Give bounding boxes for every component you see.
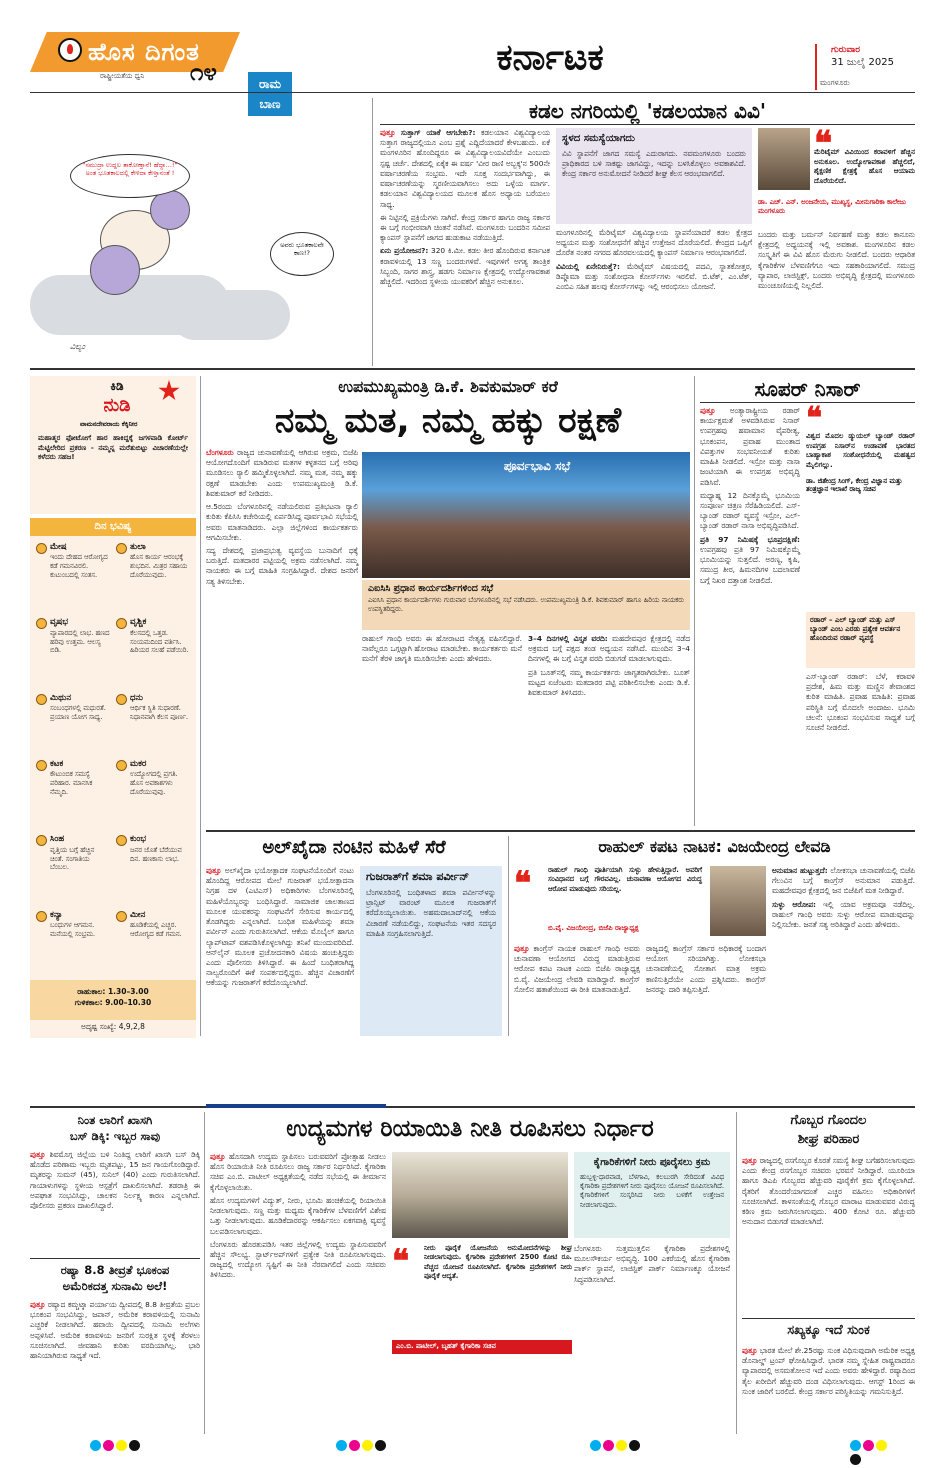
bus-body-text: ಶಿವಮೊಗ್ಗ ಜಿಲ್ಲೆಯ ಬಳಿ ನಿಂತಿದ್ದ ಲಾರಿಗೆ ಖಾಸಗಿ ಬಸ್ ಡಿಕ್ಕಿ ಹೊಡೆದ ಪರಿಣಾಮ ಇಬ್ಬರು ಮೃತಪಟ್ಟು, 15 ಜನ ಗಾಯಗೊಂಡಿದ್ದಾರೆ. ಮೃತರನ್ನು ಸುಮನ್ (45), ಸುನಿಲ್ (40) ಎಂದು ಗುರುತಿಸಲಾಗಿದೆ. ಗಾಯಾಳುಗಳನ್ನು ಸ್ಥಳೀಯ ಆಸ್ಪತ್ರೆಗೆ ದಾಖಲಿಸಲಾಗಿದೆ. ತಡರಾತ್ರಿ ಈ ಅಪಘಾತ ಸಂಭವಿಸಿದ್ದು, ಚಾಲಕನ ನಿರ್ಲಕ್ಷ್ಯ ಕಾರಣ ಎನ್ನಲಾಗಿದೆ. ಪೊಲೀಸರು ಪ್ರಕರಣ ದಾಖಲಿಸಿದ್ದಾರೆ. <box>30 1150 200 1211</box>
gulikakala: ಗುಳಿಕಕಾಲ: 9.00–10.30 <box>74 998 152 1008</box>
sign-text: ಆರ್ಥಿಕ ಸ್ಥಿತಿ ಸುಧಾರಣೆ. ನಿಧಾನವಾಗಿ ಕೆಲಸ ಪೂರ್ಣ. <box>130 704 189 721</box>
sign-text: ಕೌಟುಂಬಿಕ ಸಮಸ್ಯೆ ಪರಿಹಾರ. ಮಾನಸಿಕ ನೆಮ್ಮದಿ. <box>50 770 93 797</box>
nisar-radar-text: ರಡಾರ್ – ಎಲ್ ಬ್ಯಾಂಡ್ ಮತ್ತು ಎಸ್ ಬ್ಯಾಂಡ್ ಎಂಬ ಎರಡು ಪ್ರತ್ಯೇಕ ಆವರ್ತನ ಹೊಂದಿರುವ ರಡಾರ್ ವ್ಯವಸ್ಥೆ <box>810 616 901 643</box>
udyama-body-2: ಹೊಸ ಉದ್ಯಮಗಳಿಗೆ ವಿದ್ಯುತ್, ನೀರು, ಭೂಮಿ ಹಂಚಿಕೆಯಲ್ಲಿ ರಿಯಾಯಿತಿ ನೀಡಲಾಗುವುದು. ಸಣ್ಣ ಮತ್ತು ಮಧ್ಯಮ ಕೈಗಾರಿಕೆಗಳ ಬೆಳವಣಿಗೆಗೆ ವಿಶೇಷ ಒತ್ತು ನೀಡಲಾಗುವುದು. ಹೂಡಿಕೆದಾರರನ್ನು ಆಕರ್ಷಿಸಲು ಏಕಗವಾಕ್ಷಿ ವ್ಯವಸ್ಥೆ ಬಲಪಡಿಸಲಾಗುವುದು. <box>210 1195 386 1236</box>
nisar-body-3: ಉಪಗ್ರಹವು ಪ್ರತಿ 97 ನಿಮಿಷಕ್ಕೊಮ್ಮೆ ಭೂಮಿಯನ್ನು ಸುತ್ತಲಿದೆ. ಅರಣ್ಯ, ಕೃಷಿ, ಸಮುದ್ರ ತೀರ, ಹಿಮನದಿಗಳ ಬದಲಾವಣೆ ಬಗ್ಗೆ ನಿಖರ ದತ್ತಾಂಶ ನೀಡಲಿದೆ. <box>700 544 800 585</box>
sign-name: ತುಲಾ <box>130 542 146 552</box>
alqaeda-body: ಅಲ್‌ಖೈದಾ ಭಯೋತ್ಪಾದಕ ಸಂಘಟನೆಯೊಂದಿಗೆ ನಂಟು ಹೊಂದಿದ್ದ ಆರೋಪದ ಮೇಲೆ ಗುಜರಾತ್ ಭಯೋತ್ಪಾದನಾ ನಿಗ್ರಹ ದಳ (ಎಟಿಎಸ್) ಅಧಿಕಾರಿಗಳು ಬೆಂಗಳೂರಿನಲ್ಲಿ ಮಹಿಳೆಯೊಬ್ಬರನ್ನು ಬಂಧಿಸಿದ್ದಾರೆ. ಸಾಮಾಜಿಕ ಜಾಲತಾಣದ ಮೂಲಕ ಯುವಕರನ್ನು ಸಂಘಟನೆಗೆ ಸೇರಿಸುವ ಕಾರ್ಯದಲ್ಲಿ ತೊಡಗಿದ್ದರು ಎನ್ನಲಾಗಿದೆ. ಬಂಧಿತ ಮಹಿಳೆಯನ್ನು ಶಮಾ ಪರ್ವೀನ್ ಎಂದು ಗುರುತಿಸಲಾಗಿದೆ. ಆಕೆಯ ಮೊಬೈಲ್ ಹಾಗೂ ಲ್ಯಾಪ್‌ಟಾಪ್ ವಶಪಡಿಸಿಕೊಳ್ಳಲಾಗಿದ್ದು ತನಿಖೆ ಮುಂದುವರಿದಿದೆ. ಆನ್‌ಲೈನ್ ಮೂಲಕ ಪ್ರಚೋದನಕಾರಿ ವಿಷಯ ಹಂಚುತ್ತಿದ್ದರು ಎಂದು ಪೊಲೀಸರು ತಿಳಿಸಿದ್ದಾರೆ. ಈ ಹಿಂದೆ ಬಂಧಿತರಾಗಿದ್ದ ನಾಲ್ವರೊಂದಿಗೆ ಈಕೆ ಸಂಪರ್ಕದಲ್ಲಿದ್ದರು. ಹೆಚ್ಚಿನ ವಿಚಾರಣೆಗೆ ಆಕೆಯನ್ನು ಗುಜರಾತ್‌ಗೆ ಕರೆದೊಯ್ಯಲಾಗಿದೆ. <box>206 866 354 988</box>
rahul-column-2 <box>646 944 766 1036</box>
quote-icon: ❝ <box>806 401 823 436</box>
sign-text: ಸಂಬಂಧಗಳಲ್ಲಿ ಮಧುರತೆ. ಪ್ರಯಾಣ ಯೋಗ ಸಾಧ್ಯ. <box>50 704 106 721</box>
zodiac-icon <box>116 835 127 846</box>
sign-name: ವೃಶ್ಚಿಕ <box>130 617 147 628</box>
horoscope-sign <box>36 910 110 972</box>
nisar-quote-author: ಡಾ. ಜಿತೇಂದ್ರ ಸಿಂಗ್, ಕೇಂದ್ರ ವಿಜ್ಞಾನ ಮತ್ತು ತಂತ್ರಜ್ಞಾನ ಇಲಾಖೆ ರಾಜ್ಯ ಸಚಿವ <box>806 476 903 494</box>
dkshi-column-3 <box>528 634 690 826</box>
kidi-nudi-box <box>30 376 196 514</box>
zodiac-icon <box>36 543 47 554</box>
sakhya-headline: ಸಖ್ಯಕ್ಕೂ ಇದೆ ಸುಂಕ <box>787 1323 870 1338</box>
speech-bubble-2-text: ಅವರು ಭೂತಕಾಲವೇ ಕಾಣ!? <box>280 241 324 258</box>
dkshi-dateline: ಬೆಂಗಳೂರು <box>206 448 234 457</box>
alqaeda-inset-title: ಗುಜರಾತ್‌ಗೆ ಶಮಾ ಪರ್ವೀನ್ <box>366 870 470 883</box>
sign-text: ಹೊಸ ಕಾರ್ಯ ಆರಂಭಕ್ಕೆ ಶುಭದಿನ. ಮಿತ್ರರ ಸಹಾಯ ದೊರೆಯುವುದು. <box>130 553 188 580</box>
zodiac-icon <box>116 618 127 629</box>
nisar-quote: ವಿಶ್ವದ ಮೊದಲ ಡ್ಯುಯಲ್ ಬ್ಯಾಂಡ್ ರಡಾರ್ ಉಪಗ್ರಹ ನಿಸಾರ್‌ನ ಉಡಾವಣೆ ಭಾರತದ ಬಾಹ್ಯಾಕಾಶ ಸಂಶೋಧನೆಯಲ್ಲಿ ಮಹತ್ವದ ಮೈಲಿಗಲ್ಲು. <box>806 432 915 469</box>
edition-number: ೧೪ <box>190 57 217 86</box>
kadala-inset <box>556 128 752 224</box>
kadala-quote: ಮೆರಿಟೈಮ್ ವಿವಿಯಿಂದ ಕರಾವಳಿಗೆ ಹೆಚ್ಚಿನ ಅನುಕೂಲ. ಉದ್ಯೋಗಾವಕಾಶ ಹೆಚ್ಚಲಿದೆ, ಶೈಕ್ಷಣಿಕ ಕ್ಷೇತ್ರಕ್ಕೆ ಹೊಸ ಆಯಾಮ ದೊರೆಯಲಿದೆ. <box>814 148 915 185</box>
bus-headline <box>30 1112 200 1146</box>
zodiac-icon <box>36 835 47 846</box>
city: ಮಂಗಳೂರು <box>820 78 850 87</box>
udyama-column-2 <box>392 1358 568 1432</box>
kidi-nudi-title <box>82 378 152 422</box>
bus-headline-2: ಬಸ್ ಡಿಕ್ಕಿ: ಇಬ್ಬರ ಸಾವು <box>69 1129 161 1144</box>
weekday: ಗುರುವಾರ <box>831 45 861 55</box>
cartoon <box>30 120 368 358</box>
kadala-column-2 <box>556 228 752 363</box>
nisar-column-2: ಎಸ್-ಬ್ಯಾಂಡ್ ರಡಾರ್: ಬೆಳೆ, ಕರಾವಳಿ ಪ್ರದೇಶ, ಹಿಮ ಮತ್ತು ಮಣ್ಣಿನ ತೇವಾಂಶದ ಕುರಿತ ಮಾಹಿತಿ. ಪ್ರವಾಹ ಮಾಹಿತಿ: ಪ್ರವಾಹ ಪರಿಸ್ಥಿತಿ ಬಗ್ಗೆ ಮೊದಲೇ ಅಂದಾಜು. ಭೂಮಿ ಚಲನೆ: ಭೂಕಂಪ ಸಂಭವಿಸುವ ಸಾಧ್ಯತೆ ಬಗ್ಗೆ ಸೂಚನೆ ನೀಡಲಿದೆ. <box>806 672 915 733</box>
gobbar-dateline: ಪುತ್ತೂ <box>742 1156 758 1165</box>
sign-name: ವೃಷಭ <box>50 617 69 628</box>
gobbar-body <box>742 1156 915 1314</box>
rahul-dateline: ಪುತ್ತೂ <box>514 944 530 953</box>
zodiac-icon <box>36 911 47 922</box>
udyama-quote-box <box>392 1244 572 1336</box>
udyama-photo <box>392 1152 568 1238</box>
kidi-body: ಮಹಾತ್ಮರ ಫೋಟೋಗೆ ಹಾರ ಹಾಕಿದ್ದಕ್ಕೆ ಜಗಳವಾಡಿ ಕೋರ್ಟ್ ಮೆಟ್ಟಿಲೇರಿದ ಪ್ರಕರಣ - ನಮ್ಮನ್ನ ಮರೆತುಬಿಟ್ಟು ವಿಚಾರಣೆಯಲ್ಲೇ ಕಳೆದರು ಸಹಜ! <box>38 434 188 462</box>
kadala-headline: ಕಡಲ ನಗರಿಯಲ್ಲಿ 'ಕಡಲಯಾನ ವಿವಿ' <box>529 99 766 123</box>
bus-body <box>30 1150 200 1256</box>
udyama-column-1 <box>210 1152 386 1432</box>
kadala-quote-box <box>758 124 915 226</box>
kadala-body-2: ಈ ನಿಟ್ಟಿನಲ್ಲಿ ಪ್ರಕ್ರಿಯೆಗಳು ಸಾಗಿವೆ. ಕೇಂದ್ರ ಸರ್ಕಾರ ಹಾಗೂ ರಾಜ್ಯ ಸರ್ಕಾರ ಈ ಬಗ್ಗೆ ಗಂಭೀರವಾಗಿ ಚಿಂತನೆ ನಡೆಸಿವೆ. ಮಂಗಳೂರು ಬಂದರಿನ ಸಮೀಪ ಕ್ಯಾಂಪಸ್ ಸ್ಥಾಪನೆಗೆ ಜಾಗದ ಹುಡುಕಾಟ ನಡೆಯುತ್ತಿದೆ. <box>380 212 550 243</box>
cartoonist-signature: ವಿಲ್ಯಂ <box>70 342 85 351</box>
speech-bubble-2 <box>270 232 334 276</box>
russia-headline <box>30 1262 200 1296</box>
rahul-body-3: ಲೋಕಸಭಾ ಚುನಾವಣೆಯಲ್ಲಿ ಬಿಜೆಪಿ ಗೆಲುವಿನ ಬಗ್ಗೆ ಕಾಂಗ್ರೆಸ್ ಅನುಮಾನ ಪಡುತ್ತಿದೆ. ಮಹದೇವಪುರ ಕ್ಷೇತ್ರದಲ್ಲಿ ಜನ ಬಿಜೆಪಿಗೆ ಮತ ನೀಡಿದ್ದಾರೆ. <box>772 866 915 896</box>
alqaeda-inset <box>360 866 502 1036</box>
dkshi-caption-text: ಎಐಸಿಸಿ ಪ್ರಧಾನ ಕಾರ್ಯದರ್ಶಿಗಳು ಗುರುವಾರ ಬೆಂಗಳೂರಿನಲ್ಲಿ ಸಭೆ ನಡೆಸಿದರು. ಉಪಮುಖ್ಯಮಂತ್ರಿ ಡಿ.ಕೆ. ಶಿವಕುಮಾರ್ ಹಾಗೂ ಹಿರಿಯ ನಾಯಕರು ಉಪಸ್ಥಿತರಿದ್ದರು. <box>368 595 684 614</box>
nisar-body-2: ಮಧ್ಯಾಹ್ನ 12 ದಿನಕ್ಕೊಮ್ಮೆ ಭೂಮಿಯ ಸಂಪೂರ್ಣ ಚಿತ್ರಣ ಸೆರೆಹಿಡಿಯಲಿದೆ. ಎಸ್-ಬ್ಯಾಂಡ್ ರಡಾರ್ ವ್ಯವಸ್ಥೆ ಇಸ್ರೋ, ಎಲ್-ಬ್ಯಾಂಡ್ ರಡಾರ್ ನಾಸಾ ಅಭಿವೃದ್ಧಿಪಡಿಸಿದೆ. <box>700 490 800 531</box>
logo-lamp-icon <box>58 38 82 62</box>
sign-name: ಕುಂಭ <box>130 834 147 845</box>
gobbar-body-text: ರಾಜ್ಯದಲ್ಲಿ ರಸಗೊಬ್ಬರ ಕೊರತೆ ಸಮಸ್ಯೆ ಶೀಘ್ರ ಬಗೆಹರಿಸಲಾಗುವುದು ಎಂದು ಕೇಂದ್ರ ರಸಗೊಬ್ಬರ ಸಚಿವರು ಭರವಸೆ ನೀಡಿದ್ದಾರೆ. ಯೂರಿಯಾ ಹಾಗೂ ಡಿಎಪಿ ಗೊಬ್ಬರದ ಹೆಚ್ಚುವರಿ ಪೂರೈಕೆಗೆ ಕ್ರಮ ಕೈಗೊಳ್ಳಲಾಗಿದೆ. ರೈತರಿಗೆ ತೊಂದರೆಯಾಗದಂತೆ ಎಚ್ಚರ ವಹಿಸಲು ಅಧಿಕಾರಿಗಳಿಗೆ ಸೂಚಿಸಲಾಗಿದೆ. ಕಾಳಸಂತೆಯಲ್ಲಿ ಗೊಬ್ಬರ ಮಾರಾಟ ಮಾಡುವವರ ವಿರುದ್ಧ ಕಠಿಣ ಕ್ರಮ ಜರುಗಿಸಲಾಗುವುದು. 400 ಕೋಟಿ ರೂ. ಹೆಚ್ಚುವರಿ ಅನುದಾನ ಬಿಡುಗಡೆ ಮಾಡಲಾಗಿದೆ. <box>742 1156 915 1227</box>
nisar-sub-1: ಪ್ರತಿ 97 ನಿಮಿಷಕ್ಕೆ ಭೂಪ್ರದಕ್ಷಿಣೆ: <box>700 534 800 544</box>
horoscope-sign <box>36 542 110 613</box>
kidi-byline: ವಾಮನದೇವರಾಯ ಕೆಕ್ಕಿನೀರ <box>80 420 138 428</box>
dkshi-body-5: ಮಹದೇವಪುರ ಕ್ಷೇತ್ರದಲ್ಲಿ ನಡೆದ ಅಕ್ರಮದ ಬಗ್ಗೆ ಪಕ್ಷದ ತಂಡ ಅಧ್ಯಯನ ನಡೆಸಿದೆ. ಮುಂದಿನ 3–4 ದಿನಗಳಲ್ಲಿ ಈ ಬಗ್ಗೆ ವಿಸ್ತೃತ ವರದಿ ಬಿಡುಗಡೆ ಮಾಡಲಾಗುವುದು. <box>528 634 690 664</box>
sign-text: ಬಂಧುಗಳ ಆಗಮನ. ಮನೆಯಲ್ಲಿ ಸಂಭ್ರಮ. <box>50 921 96 938</box>
zodiac-icon <box>116 694 127 705</box>
kadala-sub-1: ಏನು ಪ್ರಯೋಜನ?: <box>380 246 429 256</box>
rahul-column-3 <box>772 866 915 1036</box>
horoscope-sign <box>116 759 190 830</box>
kadala-body-3: 320 ಕಿ.ಮೀ. ಕಡಲ ತೀರ ಹೊಂದಿರುವ ಕರ್ನಾಟಕ ಕರಾವಳಿಯಲ್ಲಿ 13 ಸಣ್ಣ ಬಂದರುಗಳಿವೆ. ಇವುಗಳಿಗೆ ಅಗತ್ಯ ತಾಂತ್ರಿಕ ಸಿಬ್ಬಂದಿ, ಸಾಗರ ಶಾಸ್ತ್ರ, ಹಡಗು ನಿರ್ಮಾಣ ಕ್ಷೇತ್ರದಲ್ಲಿ ಉದ್ಯೋಗಾವಕಾಶ ಹೆಚ್ಚಲಿದೆ. ಇದರಿಂದ ಸ್ಥಳೀಯ ಯುವಕರಿಗೆ ಹೆಚ್ಚಿನ ಅನುಕೂಲ. <box>380 246 550 287</box>
rahul-body-2: ರಾಜ್ಯದಲ್ಲಿ ಕಾಂಗ್ರೆಸ್ ಸರ್ಕಾರ ಅಧಿಕಾರಕ್ಕೆ ಬಂದಾಗ ಆಯೋಗ ಸರಿಯಾಗಿತ್ತು. ಲೋಕಸಭಾ ಚುನಾವಣೆಯಲ್ಲಿ ಸೋತಾಗ ಮಾತ್ರ ಅಕ್ರಮ ಕಾಣಿಸುತ್ತಿದೆಯೇ ಎಂದು ಪ್ರಶ್ನಿಸಿದರು. ಕಾಂಗ್ರೆಸ್ ಜನರನ್ನು ದಾರಿ ತಪ್ಪಿಸುತ್ತಿದೆ. <box>646 944 766 994</box>
rahul-sub-1: ಅನುಮಾನ ಹುಟ್ಟುತ್ತದೆ: <box>772 866 828 875</box>
horoscope-grid <box>30 536 196 976</box>
horoscope-sign <box>36 759 110 830</box>
horoscope <box>30 518 196 1038</box>
rama-bana-tab <box>248 72 292 116</box>
kadala-column-3: ಬಂದರು ಮತ್ತು ಬರ್ಮನ್ ನಿರ್ವಹಣೆ ಮತ್ತು ಕಡಲ ಕಾನೂನು ಕ್ಷೇತ್ರದಲ್ಲಿ ಅಧ್ಯಯನಕ್ಕೆ ಇಲ್ಲಿ ಅವಕಾಶ. ಮಂಗಳೂರಿನ ಕಡಲ ಸಂಸ್ಕೃತಿಗೆ ಈ ವಿವಿ ಹೊಸ ಮೆರುಗು ನೀಡಲಿದೆ. ಬಂದರು ಆಧಾರಿತ ಕೈಗಾರಿಕೆಗಳ ಬೆಳವಣಿಗೆಗೂ ಇದು ಸಹಕಾರಿಯಾಗಲಿದೆ. ಸಮುದ್ರ ವ್ಯಾಪಾರ, ಲಾಜಿಸ್ಟಿಕ್ಸ್, ಬಂದರು ಅಭಿವೃದ್ಧಿ ಕ್ಷೇತ್ರದಲ್ಲಿ ಮಂಗಳೂರು ಮುಂಚೂಣಿಯಲ್ಲಿ ನಿಲ್ಲಲಿದೆ. <box>758 230 915 291</box>
rahul-sub-2: ಸುಳ್ಳು ಆರೋಪ: <box>772 899 816 909</box>
quote-icon: ❝ <box>514 864 532 902</box>
date: 31 ಜುಲೈ 2025 <box>831 57 894 69</box>
nisar-dateline: ಪುತ್ತೂ <box>700 406 716 415</box>
rahul-photo <box>710 866 766 936</box>
alqaeda-column-1 <box>206 866 354 1036</box>
rahul-body-4: ಇಲ್ಲಿ ಯಾವ ಅಕ್ರಮವೂ ನಡೆದಿಲ್ಲ. ರಾಹುಲ್ ಗಾಂಧಿ ಅವರು ಸುಳ್ಳು ಆರೋಪ ಮಾಡುವುದನ್ನು ನಿಲ್ಲಿಸಬೇಕು. ಜನತೆ ಸತ್ಯ ಅರಿತಿದ್ದಾರೆ ಎಂದು ಹೇಳಿದರು. <box>772 899 916 930</box>
section-title: ಕರ್ನಾಟಕ <box>496 37 604 78</box>
sign-text: ವ್ಯಾಪಾರದಲ್ಲಿ ಲಾಭ. ಹಣದ ಹರಿವು ಉತ್ತಮ. ಆಲಸ್ಯ ಬಿಡಿ. <box>50 628 110 655</box>
dkshi-body-2: ಆ.5ರಂದು ಬೆಂಗಳೂರಿನಲ್ಲಿ ನಡೆಯಲಿರುವ ಪ್ರತಿಭಟನಾ ರ‍್ಯಾಲಿ ಕುರಿತು ಕೆಪಿಸಿಸಿ ಕಚೇರಿಯಲ್ಲಿ ಏರ್ಪಡಿಸಿದ್ದ ಪೂರ್ವಭಾವಿ ಸಭೆಯಲ್ಲಿ ಅವರು ಮಾತನಾಡಿದರು. ಎಲ್ಲಾ ಜಿಲ್ಲೆಗಳಿಂದ ಕಾರ್ಯಕರ್ತರು ಆಗಮಿಸಬೇಕು. <box>206 502 358 542</box>
zodiac-icon <box>36 694 47 705</box>
horoscope-sign <box>116 834 190 905</box>
kadala-inset-title: ಸ್ಥಳದ ಸಮಸ್ಯೆಯಾಗದು <box>562 133 635 144</box>
sign-text: ಜನರ ಜೊತೆ ಬೆರೆಯುವ ದಿನ. ಹಣಕಾಸು ಲಾಭ. <box>130 845 182 863</box>
blue-divider <box>206 1104 386 1108</box>
zodiac-icon <box>116 911 127 922</box>
kadala-body-1: ಕಡಲಯಾನ ವಿಶ್ವವಿದ್ಯಾಲಯ ಸುತ್ತಾಗ ರಾಜ್ಯದಲ್ಲಿಯೂ ಎಂಬ ಪ್ರಶ್ನೆ ಎದ್ದಿದೆಯಾದರೆ ಕೇಳಬಹುದು. ಏಕೆ ಮಂಗಳೂರಿನ ಹೊಂದಿದ್ದರೂ ಈ ವಿಶ್ವವಿದ್ಯಾಲಯವಿದೆಯೇ ಎಂಬುದು ಸ್ಪಷ್ಟ ಚರ್ಚೆ. ದೇಶದಲ್ಲಿ ಏಕೈಕ ಈ ವರ್ಷ 'ವೀರ ರಾಣಿ ಅಬ್ಬಕ್ಕ'ನ 500ನೇ ವರ್ಷಾಚರಣೆಯ ಸಂಭ್ರಮ. ಇದೇ ಸೂಕ್ತ ಸಂದರ್ಭವಾಗಿದ್ದು, ಈ ವರ್ಷಾಚರಣೆಯನ್ನು ಸ್ಮರಣೀಯವಾಗಿಸಲು ಅದು ಒಳ್ಳೆಯ ಮಾರ್ಗ. ಕಡಲಯಾನ ವಿಶ್ವವಿದ್ಯಾಲಯದ ಮೂಲಕ ಹೊಸ ಅಧ್ಯಾಯ ಬರೆಯಲು ಸಾಧ್ಯ. <box>380 128 550 209</box>
dkshi-column-1 <box>206 448 358 826</box>
nisar-body-1: ಅಂತ್ಯಾರಾಷ್ಟ್ರೀಯ ರಡಾರ್ ಕಾರ್ಯಕ್ಷಮತೆ ಅಳವಡಿಸಿರುವ ನಿಸಾರ್ ಉಪಗ್ರಹವು ಹವಾಮಾನ ವೈಪರೀತ್ಯ, ಭೂಕಂಪನ, ಪ್ರವಾಹ ಮುಂತಾದ ವಿಪತ್ತುಗಳ ಸಂಭವನೀಯತೆ ಕುರಿತು ಮಾಹಿತಿ ನೀಡಲಿದೆ. ಇಸ್ರೋ ಮತ್ತು ನಾಸಾ ಜಂಟಿಯಾಗಿ ಈ ಉಪಗ್ರಹ ಅಭಿವೃದ್ಧಿ ಪಡಿಸಿವೆ. <box>700 406 800 487</box>
bus-dateline: ಪುತ್ತೂ <box>30 1150 46 1159</box>
logo-tagline: ರಾಷ್ಟ್ರೀಯತೆಯ ಧ್ವನಿ <box>100 72 145 80</box>
kadala-column-1 <box>380 128 550 363</box>
author-photo <box>758 128 810 190</box>
dkshi-body-4: ರಾಹುಲ್ ಗಾಂಧಿ ಅವರು ಈ ಹೋರಾಟದ ನೇತೃತ್ವ ವಹಿಸಲಿದ್ದಾರೆ. ನಾವೆಲ್ಲರೂ ಒಗ್ಗಟ್ಟಾಗಿ ಹೋರಾಟ ಮಾಡಬೇಕು. ಕಾರ್ಯಕರ್ತರು ಮನೆ ಮನೆಗೆ ತೆರಳಿ ಜಾಗೃತಿ ಮೂಡಿಸಬೇಕು ಎಂದು ಹೇಳಿದರು. <box>362 634 522 664</box>
gobbar-headline <box>742 1112 915 1152</box>
dkshi-kicker: ಉಪಮುಖ್ಯಮಂತ್ರಿ ಡಿ.ಕೆ. ಶಿವಕುಮಾರ್ ಕರೆ <box>338 377 558 396</box>
udyama-body-3: ಬೆಂಗಳೂರು ಹೊರತುಪಡಿಸಿ ಇತರ ಜಿಲ್ಲೆಗಳಲ್ಲಿ ಉದ್ಯಮ ಸ್ಥಾಪಿಸುವವರಿಗೆ ಹೆಚ್ಚಿನ ಸೌಲಭ್ಯ. ಸ್ಟಾರ್ಟ್‌ಅಪ್‌ಗಳಿಗೆ ಪ್ರತ್ಯೇಕ ನೀತಿ ರೂಪಿಸಲಾಗುವುದು. ರಾಜ್ಯದಲ್ಲಿ ಉದ್ಯೋಗ ಸೃಷ್ಟಿಗೆ ಈ ನೀತಿ ನೆರವಾಗಲಿದೆ ಎಂದು ಸಚಿವರು ತಿಳಿಸಿದರು. <box>210 1239 386 1280</box>
udyama-column-3: ಬೆಂಗಳೂರು ಸುತ್ತಮುತ್ತಲಿನ ಕೈಗಾರಿಕಾ ಪ್ರದೇಶಗಳಲ್ಲಿ ಮೂಲಸೌಕರ್ಯ ಅಭಿವೃದ್ಧಿ. 100 ಎಕರೆಯಲ್ಲಿ ಹೊಸ ಕೈಗಾರಿಕಾ ಪಾರ್ಕ್ ಸ್ಥಾಪನೆ, ಲಾಜಿಸ್ಟಿಕ್ ಪಾರ್ಕ್ ನಿರ್ಮಾಣಕ್ಕೂ ಯೋಜನೆ ಸಿದ್ಧಪಡಿಸಲಾಗಿದೆ. <box>574 1244 730 1284</box>
horoscope-sign <box>116 617 190 688</box>
sign-text: ವೃತ್ತಿಯ ಬಗ್ಗೆ ಹೆಚ್ಚಿನ ಚಿಂತೆ. ಸಂಗಾತಿಯ ಬೆಂಬಲ. <box>50 845 95 872</box>
nisar-quote-box <box>806 401 915 606</box>
sign-text: ಉದ್ಯೋಗದಲ್ಲಿ ಪ್ರಗತಿ. ಹೊಸ ಅವಕಾಶಗಳು ದೊರೆಯುವುವು. <box>130 770 178 797</box>
bus-headline-1: ನಿಂತ ಲಾರಿಗೆ ಖಾಸಗಿ <box>77 1113 153 1127</box>
nisar-column-1 <box>700 406 800 826</box>
dkshi-body-1: ರಾಜ್ಯದ ಚುನಾವಣೆಯಲ್ಲಿ ಆಗಿರುವ ಅಕ್ರಮ, ಬಿಜೆಪಿ ಆಯೋಗದೊಂದಿಗೆ ಮಾಡಿರುವ ಮತಗಳ ಕಳ್ಳತನದ ಬಗ್ಗೆ ಅರಿವು ಮೂಡಿಸಲು ರ‍್ಯಾಲಿ ಹಮ್ಮಿಕೊಳ್ಳಲಾಗಿದೆ. ನಮ್ಮ ಮತ, ನಮ್ಮ ಹಕ್ಕು ರಕ್ಷಣೆ ಮಾಡಬೇಕು ಎಂದು ಉಪಮುಖ್ಯಮಂತ್ರಿ ಡಿ.ಕೆ. ಶಿವಕುಮಾರ್ ಕರೆ ನೀಡಿದರು. <box>206 448 358 498</box>
alqaeda-inset-body: ಬೆಂಗಳೂರಿನಲ್ಲಿ ಬಂಧಿತಳಾದ ಶಮಾ ಪರ್ವೀನ್‌ಳನ್ನು ಟ್ರಾನ್ಸಿಟ್ ವಾರಂಟ್ ಮೂಲಕ ಗುಜರಾತ್‌ಗೆ ಕರೆದೊಯ್ಯಲಾಯಿತು. ಅಹಮದಾಬಾದ್‌ನಲ್ಲಿ ಆಕೆಯ ವಿಚಾರಣೆ ನಡೆಯಲಿದ್ದು, ಸಂಘಟನೆಯ ಇತರ ಸದಸ್ಯರ ಮಾಹಿತಿ ಸಂಗ್ರಹಿಸಲಾಗುತ್ತಿದೆ. <box>366 887 496 938</box>
photo-banner: ಪೂರ್ವಭಾವಿ ಸಭೆ <box>503 459 571 473</box>
nisar-headline: ಸೂಪರ್ ನಿಸಾರ್ <box>754 377 861 401</box>
dkshi-headline: ನಮ್ಮ ಮತ, ನಮ್ಮ ಹಕ್ಕು ರಕ್ಷಣೆ <box>274 401 622 441</box>
horoscope-sign <box>36 693 110 755</box>
dkshi-body-6: ಪ್ರತಿ ಬೂತ್‌ನಲ್ಲಿ ನಮ್ಮ ಕಾರ್ಯಕರ್ತರು ಜಾಗೃತರಾಗಿರಬೇಕು. ಬೂತ್ ಮಟ್ಟದ ಏಜೆಂಟರು ಮತದಾರರ ಪಟ್ಟಿ ಪರಿಶೀಲಿಸಬೇಕು ಎಂದು ಡಿ.ಕೆ. ಶಿವಕುಮಾರ್ ತಿಳಿಸಿದರು. <box>528 667 690 698</box>
udyama-inset-title: ಕೈಗಾರಿಕೆಗಳಿಗೆ ನೀರು ಪೂರೈಸಲು ಕ್ರಮ <box>593 1157 711 1168</box>
sign-name: ಮಿಥುನ <box>50 692 72 703</box>
rahul-column-1 <box>514 944 640 1036</box>
sign-text: ಇಂದು ದೇಹದ ಆರೋಗ್ಯದ ಕಡೆ ಗಮನವಿರಲಿ. ಕುಟುಂಬದಲ್ಲಿ ಸಂತಸ. <box>50 553 108 580</box>
udyama-headline: ಉದ್ಯಮಗಳ ರಿಯಾಯಿತಿ ನೀತಿ ರೂಪಿಸಲು ನಿರ್ಧಾರ <box>286 1116 654 1142</box>
udyama-dateline: ಪುತ್ತೂ <box>210 1152 226 1161</box>
nisar-radar-box <box>806 612 915 668</box>
logo-text: ಹೊಸ ದಿಗಂತ <box>88 37 200 66</box>
russia-dateline: ಪುತ್ತೂ <box>30 1300 46 1309</box>
horoscope-sign <box>36 617 110 688</box>
rahu-kala-box <box>30 980 196 1020</box>
speech-bubble <box>70 154 190 198</box>
sign-name: ಧನು <box>130 692 143 703</box>
dkshi-column-2 <box>362 634 522 826</box>
logo <box>30 32 240 88</box>
lucky-numbers: ಅದೃಷ್ಟ ಸಂಖ್ಯೆ: 4,9,2,8 <box>81 1022 145 1031</box>
russia-headline-2: ಅಮೆರಿಕದತ್ತ ಸುನಾಮಿ ಅಲೆ! <box>62 1279 168 1294</box>
kadala-lede: ಸುತ್ತಾಗ್ ಯಾಕೆ ಆಗಬೇಕು?: <box>400 128 476 137</box>
dkshi-body-3: ಸದ್ಯ ದೇಶದಲ್ಲಿ ಪ್ರಜಾಪ್ರಭುತ್ವ ವ್ಯವಸ್ಥೆಯ ಬುನಾದಿಗೆ ಧಕ್ಕೆ ಬರುತ್ತಿದೆ. ಮತದಾರರ ಪಟ್ಟಿಯಲ್ಲಿ ಅಕ್ರಮ ನಡೆಸಲಾಗಿದೆ. ನಮ್ಮ ನಾಯಕರು ಈ ಬಗ್ಗೆ ಮಾಹಿತಿ ಸಂಗ್ರಹಿಸಿದ್ದಾರೆ. ದೇಶದ ಜನರಿಗೆ ಸತ್ಯ ತಿಳಿಸಬೇಕು. <box>206 545 358 586</box>
sign-name: ಕಟಕ <box>50 758 64 769</box>
sakhya-body <box>742 1346 915 1432</box>
sakhya-body-text: ಭಾರತ ಮೇಲೆ ಶೇ.25ರಷ್ಟು ಸುಂಕ ವಿಧಿಸುವುದಾಗಿ ಅಮೆರಿಕ ಅಧ್ಯಕ್ಷ ಡೊನಾಲ್ಡ್ ಟ್ರಂಪ್ ಘೋಷಿಸಿದ್ದಾರೆ. ಭಾರತ ನಮ್ಮ ಸ್ನೇಹಿತ ರಾಷ್ಟ್ರವಾದರೂ ವ್ಯಾಪಾರದಲ್ಲಿ ಅಸಮತೋಲನ ಇದೆ ಎಂದು ಅವರು ಹೇಳಿದ್ದಾರೆ. ರಷ್ಯಾದಿಂದ ತೈಲ ಖರೀದಿಗೆ ಹೆಚ್ಚುವರಿ ದಂಡ ವಿಧಿಸಲಾಗುವುದು. ಆಗಸ್ಟ್ 1ರಿಂದ ಈ ಸುಂಕ ಜಾರಿಗೆ ಬರಲಿದೆ. ಕೇಂದ್ರ ಸರ್ಕಾರ ಪರಿಸ್ಥಿತಿಯನ್ನು ಗಮನಿಸುತ್ತಿದೆ. <box>742 1346 915 1396</box>
horoscope-sign <box>116 693 190 755</box>
zodiac-icon <box>36 760 47 771</box>
rahukala: ರಾಹುಕಾಲ: 1.30–3.00 <box>77 987 149 996</box>
sign-name: ಮೇಷ <box>50 542 67 552</box>
registration-marks <box>90 1440 890 1454</box>
kidi-title-bottom: ನುಡಿ <box>103 395 131 417</box>
alqaeda-headline: ಅಲ್‌ಖೈದಾ ನಂಟಿನ ಮಹಿಳೆ ಸೆರೆ <box>262 837 446 858</box>
sign-name: ಕನ್ಯಾ <box>50 909 63 920</box>
rahul-quote: ರಾಹುಲ್ ಗಾಂಧಿ ಪೂರ್ತಿಯಾಗಿ ಸುಳ್ಳು ಹೇಳುತ್ತಿದ್ದಾರೆ. ಅವರಿಗೆ ಸಂವಿಧಾನದ ಬಗ್ಗೆ ಗೌರವವಿಲ್ಲ. ಚುನಾವಣಾ ಆಯೋಗದ ವಿರುದ್ಧ ಆರೋಪ ಮಾಡುವುದು ಸರಿಯಲ್ಲ. <box>548 866 702 893</box>
kadala-sub-2: ವಿವಿಯಲ್ಲಿ ಏನೇನಿರುತ್ತೆ?: <box>556 261 620 271</box>
russia-headline-1: ರಷ್ಯಾ 8.8 ತೀವ್ರತೆ ಭೂಕಂಪ <box>60 1263 170 1277</box>
zodiac-icon <box>36 618 47 629</box>
rahul-quote-author: ಬಿ.ವೈ. ವಿಜಯೇಂದ್ರ, ಬಿಜೆಪಿ ರಾಜ್ಯಾಧ್ಯಕ್ಷ <box>548 924 639 932</box>
zodiac-icon <box>116 760 127 771</box>
sign-name: ಮೀನ <box>130 909 146 920</box>
kadala-dateline: ಪುತ್ತೂ <box>380 128 396 137</box>
udyama-inset <box>574 1152 730 1238</box>
kadala-inset-body: ವಿವಿ ಸ್ಥಾಪನೆಗೆ ಜಾಗದ ಸಮಸ್ಯೆ ಎದುರಾಗದು. ನವಮಂಗಳೂರು ಬಂದರು ಪ್ರಾಧಿಕಾರದ ಬಳಿ ಸಾಕಷ್ಟು ಜಾಗವಿದ್ದು, ಇದನ್ನು ಬಳಸಿಕೊಳ್ಳಲು ಅವಕಾಶವಿದೆ. ಕೇಂದ್ರ ಸರ್ಕಾರ ಅನುಮೋದನೆ ನೀಡಿದರೆ ಶೀಘ್ರ ಕೆಲಸ ಆರಂಭವಾಗಲಿದೆ. <box>562 148 746 178</box>
quote-icon: ❝ <box>814 124 833 164</box>
horoscope-sign <box>116 542 190 613</box>
udyama-inset-body: ಹುಬ್ಬಳ್ಳಿ-ಧಾರವಾಡ, ಬೆಳಗಾವಿ, ಕಲಬುರಗಿ ಸೇರಿದಂತೆ ವಿವಿಧ ಕೈಗಾರಿಕಾ ಪ್ರದೇಶಗಳಿಗೆ ನೀರು ಪೂರೈಸಲು ಯೋಜನೆ ರೂಪಿಸಲಾಗಿದೆ. ಕೈಗಾರಿಕೆಗಳಿಗೆ ಸಂಸ್ಕರಿಸಿದ ನೀರು ಬಳಕೆಗೆ ಉತ್ತೇಜನ ನೀಡಲಾಗುವುದು. <box>580 1172 724 1209</box>
alqaeda-dateline: ಪುತ್ತೂ <box>206 866 222 875</box>
kadala-body-4: ಮಂಗಳೂರಿನಲ್ಲಿ ಮೆರಿಟೈಮ್ ವಿಶ್ವವಿದ್ಯಾಲಯ ಸ್ಥಾಪನೆಯಾದರೆ ಕಡಲ ಕ್ಷೇತ್ರದ ಅಧ್ಯಯನ ಮತ್ತು ಸಂಶೋಧನೆಗೆ ಹೆಚ್ಚಿನ ಉತ್ತೇಜನ ದೊರೆಯಲಿದೆ. ಕೇಂದ್ರದ ಒಪ್ಪಿಗೆ ದೊರೆತ ನಂತರ ನಗರದ ಹೊರವಲಯದಲ್ಲಿ ಕ್ಯಾಂಪಸ್ ನಿರ್ಮಾಣ ಆರಂಭವಾಗಲಿದೆ. <box>556 228 752 258</box>
spark-icon <box>158 380 180 402</box>
sign-name: ಸಿಂಹ <box>50 834 65 845</box>
udyama-body-1: ಹೊಸದಾಗಿ ಉದ್ಯಮ ಸ್ಥಾಪಿಸಲು ಬರುವವರಿಗೆ ಪ್ರೋತ್ಸಾಹ ನೀಡಲು ಹೊಸ ರಿಯಾಯಿತಿ ನೀತಿ ರೂಪಿಸಲು ರಾಜ್ಯ ಸರ್ಕಾರ ನಿರ್ಧರಿಸಿದೆ. ಕೈಗಾರಿಕಾ ಸಚಿವ ಎಂ.ಬಿ. ಪಾಟೀಲ್ ಅಧ್ಯಕ್ಷತೆಯಲ್ಲಿ ನಡೆದ ಸಭೆಯಲ್ಲಿ ಈ ತೀರ್ಮಾನ ಕೈಗೊಳ್ಳಲಾಯಿತು. <box>210 1152 386 1192</box>
udyama-quote: ನೀರು ಪೂರೈಕೆ ಯೋಜನೆಯ ಅನುಮೋದನೆಗಳನ್ನು ಶೀಘ್ರ ನೀಡಲಾಗುವುದು. ಕೈಗಾರಿಕಾ ಪ್ರದೇಶಗಳಿಗೆ 2500 ಕೋಟಿ ರೂ. ವೆಚ್ಚದ ಯೋಜನೆ ರೂಪಿಸಲಾಗಿದೆ. ಕೈಗಾರಿಕಾ ಪ್ರದೇಶಗಳಿಗೆ ನೀರು ಪೂರೈಕೆ ಆದ್ಯತೆ. <box>424 1244 572 1281</box>
horoscope-sign <box>36 834 110 905</box>
sign-name: ಮಕರ <box>130 758 147 769</box>
horoscope-sign <box>116 910 190 972</box>
speech-bubble-text: "ಸಮುದ್ರಾ ಉದ್ದಲ ತಾಕೋಣ್ತಾನೆ! ಹೆದ್ದಾ...!" ಅಂತ ಭೂತಕಾಲದಲ್ಲಿ ಕೇಳಿದಾ ಕೇಳ್ತಾನಂತೆ ! <box>82 161 178 178</box>
russia-body-text: ರಷ್ಯಾದ ಕಮ್ಚಟ್ಕಾ ಪರ್ಯಾಯ ದ್ವೀಪದಲ್ಲಿ 8.8 ತೀವ್ರತೆಯ ಪ್ರಬಲ ಭೂಕಂಪ ಸಂಭವಿಸಿದ್ದು, ಜಪಾನ್, ಅಮೆರಿಕ ಕರಾವಳಿಯಲ್ಲಿ ಸುನಾಮಿ ಎಚ್ಚರಿಕೆ ನೀಡಲಾಗಿದೆ. ಹವಾಯಿ ದ್ವೀಪದಲ್ಲಿ ಸುನಾಮಿ ಅಲೆಗಳು ಅಪ್ಪಳಿಸಿವೆ. ಅಮೆರಿಕ ಕರಾವಳಿಯ ಜನರಿಗೆ ಸುರಕ್ಷಿತ ಸ್ಥಳಕ್ಕೆ ತೆರಳಲು ಸೂಚಿಸಲಾಗಿದೆ. ಜೀವಹಾನಿ ಕುರಿತು ವರದಿಯಾಗಿಲ್ಲ. ಭಾರಿ ಹಾನಿಯಾಗಿರುವ ಸಾಧ್ಯತೆ ಇದೆ. <box>30 1300 200 1361</box>
rahul-headline: ರಾಹುಲ್ ಕಪಟ ನಾಟಕ: ವಿಜಯೇಂದ್ರ ಲೇವಡಿ <box>598 837 831 856</box>
dkshi-caption-title: ಎಐಸಿಸಿ ಪ್ರಧಾನ ಕಾರ್ಯದರ್ಶಿಗಳಿಂದ ಸಭೆ <box>368 583 494 594</box>
rahul-body-1: ಕಾಂಗ್ರೆಸ್ ನಾಯಕ ರಾಹುಲ್ ಗಾಂಧಿ ಅವರು ಚುನಾವಣಾ ಆಯೋಗದ ವಿರುದ್ಧ ಮಾಡುತ್ತಿರುವ ಆರೋಪ ಕಪಟ ನಾಟಕ ಎಂದು ಬಿಜೆಪಿ ರಾಜ್ಯಾಧ್ಯಕ್ಷ ಬಿ.ವೈ. ವಿಜಯೇಂದ್ರ ಲೇವಡಿ ಮಾಡಿದ್ದಾರೆ. ಕಾಂಗ್ರೆಸ್ ಸೋಲಿನ ಹತಾಶೆಯಿಂದ ಈ ರೀತಿ ಮಾತನಾಡುತ್ತಿದೆ. <box>514 944 640 994</box>
dkshi-sub-1: 3–4 ದಿನಗಳಲ್ಲಿ ವಿಸ್ತೃತ ವರದಿ: <box>528 634 608 643</box>
gobbar-headline-1: ಗೊಬ್ಬರ ಗೊಂದಲ <box>790 1113 867 1128</box>
kadala-body-5: ಮೆರಿಟೈಮ್ ವಿಷಯದಲ್ಲಿ ಪದವಿ, ಸ್ನಾತಕೋತ್ತರ, ಡಿಪ್ಲೊಮಾ ಮತ್ತು ಸಂಶೋಧನಾ ಕೋರ್ಸ್‌ಗಳು ಇರಲಿವೆ. ಬಿ.ಟೆಕ್, ಎಂ.ಟೆಕ್, ಎಂಬಿಎ ಸಹಿತ ಹಲವು ಕೋರ್ಸ್‌ಗಳನ್ನು ಇಲ್ಲಿ ಆರಂಭಿಸಲು ಯೋಜನೆ. <box>556 261 752 292</box>
kadala-quote-author: ಡಾ. ಎಚ್. ಎನ್. ಅಂಜನೇಯ, ಮುಖ್ಯಸ್ಥ, ಮೀನುಗಾರಿಕಾ ಕಾಲೇಜು ಮಂಗಳೂರು <box>758 198 906 215</box>
rama-bana-top: ರಾಮ <box>259 77 281 91</box>
quote-icon: ❝ <box>392 1242 410 1280</box>
udyama-quote-author: ಎಂ.ಬಿ. ಪಾಟೀಲ್, ಬೃಹತ್ ಕೈಗಾರಿಕಾ ಸಚಿವ <box>392 1340 572 1354</box>
dkshi-photo <box>362 452 690 578</box>
sakhya-dateline: ಪುತ್ತೂ <box>742 1346 758 1355</box>
zodiac-icon <box>116 543 127 554</box>
sign-text: ಹೂಡಿಕೆಯಲ್ಲಿ ಎಚ್ಚರ. ಆರೋಗ್ಯದ ಕಡೆ ಗಮನ. <box>130 921 182 938</box>
dkshi-caption-box <box>362 580 690 630</box>
horoscope-title: ದಿನ ಭವಿಷ್ಯ <box>30 518 196 536</box>
russia-body <box>30 1300 200 1432</box>
character-figure <box>90 190 190 300</box>
kidi-title-top: ಕಿಡಿ <box>110 379 124 393</box>
gobbar-headline-2: ಶೀಘ್ರ ಪರಿಹಾರ <box>797 1131 860 1147</box>
rama-bana-bottom: ಬಾಣ <box>259 97 281 111</box>
rahul-quote-box <box>514 866 704 940</box>
sign-text: ಕೆಲಸದಲ್ಲಿ ಒತ್ತಡ. ಸಂಯಮದಿಂದ ವರ್ತಿಸಿ. ಹಿರಿಯರ ಸಲಹೆ ಪಡೆಯಿರಿ. <box>130 628 189 655</box>
